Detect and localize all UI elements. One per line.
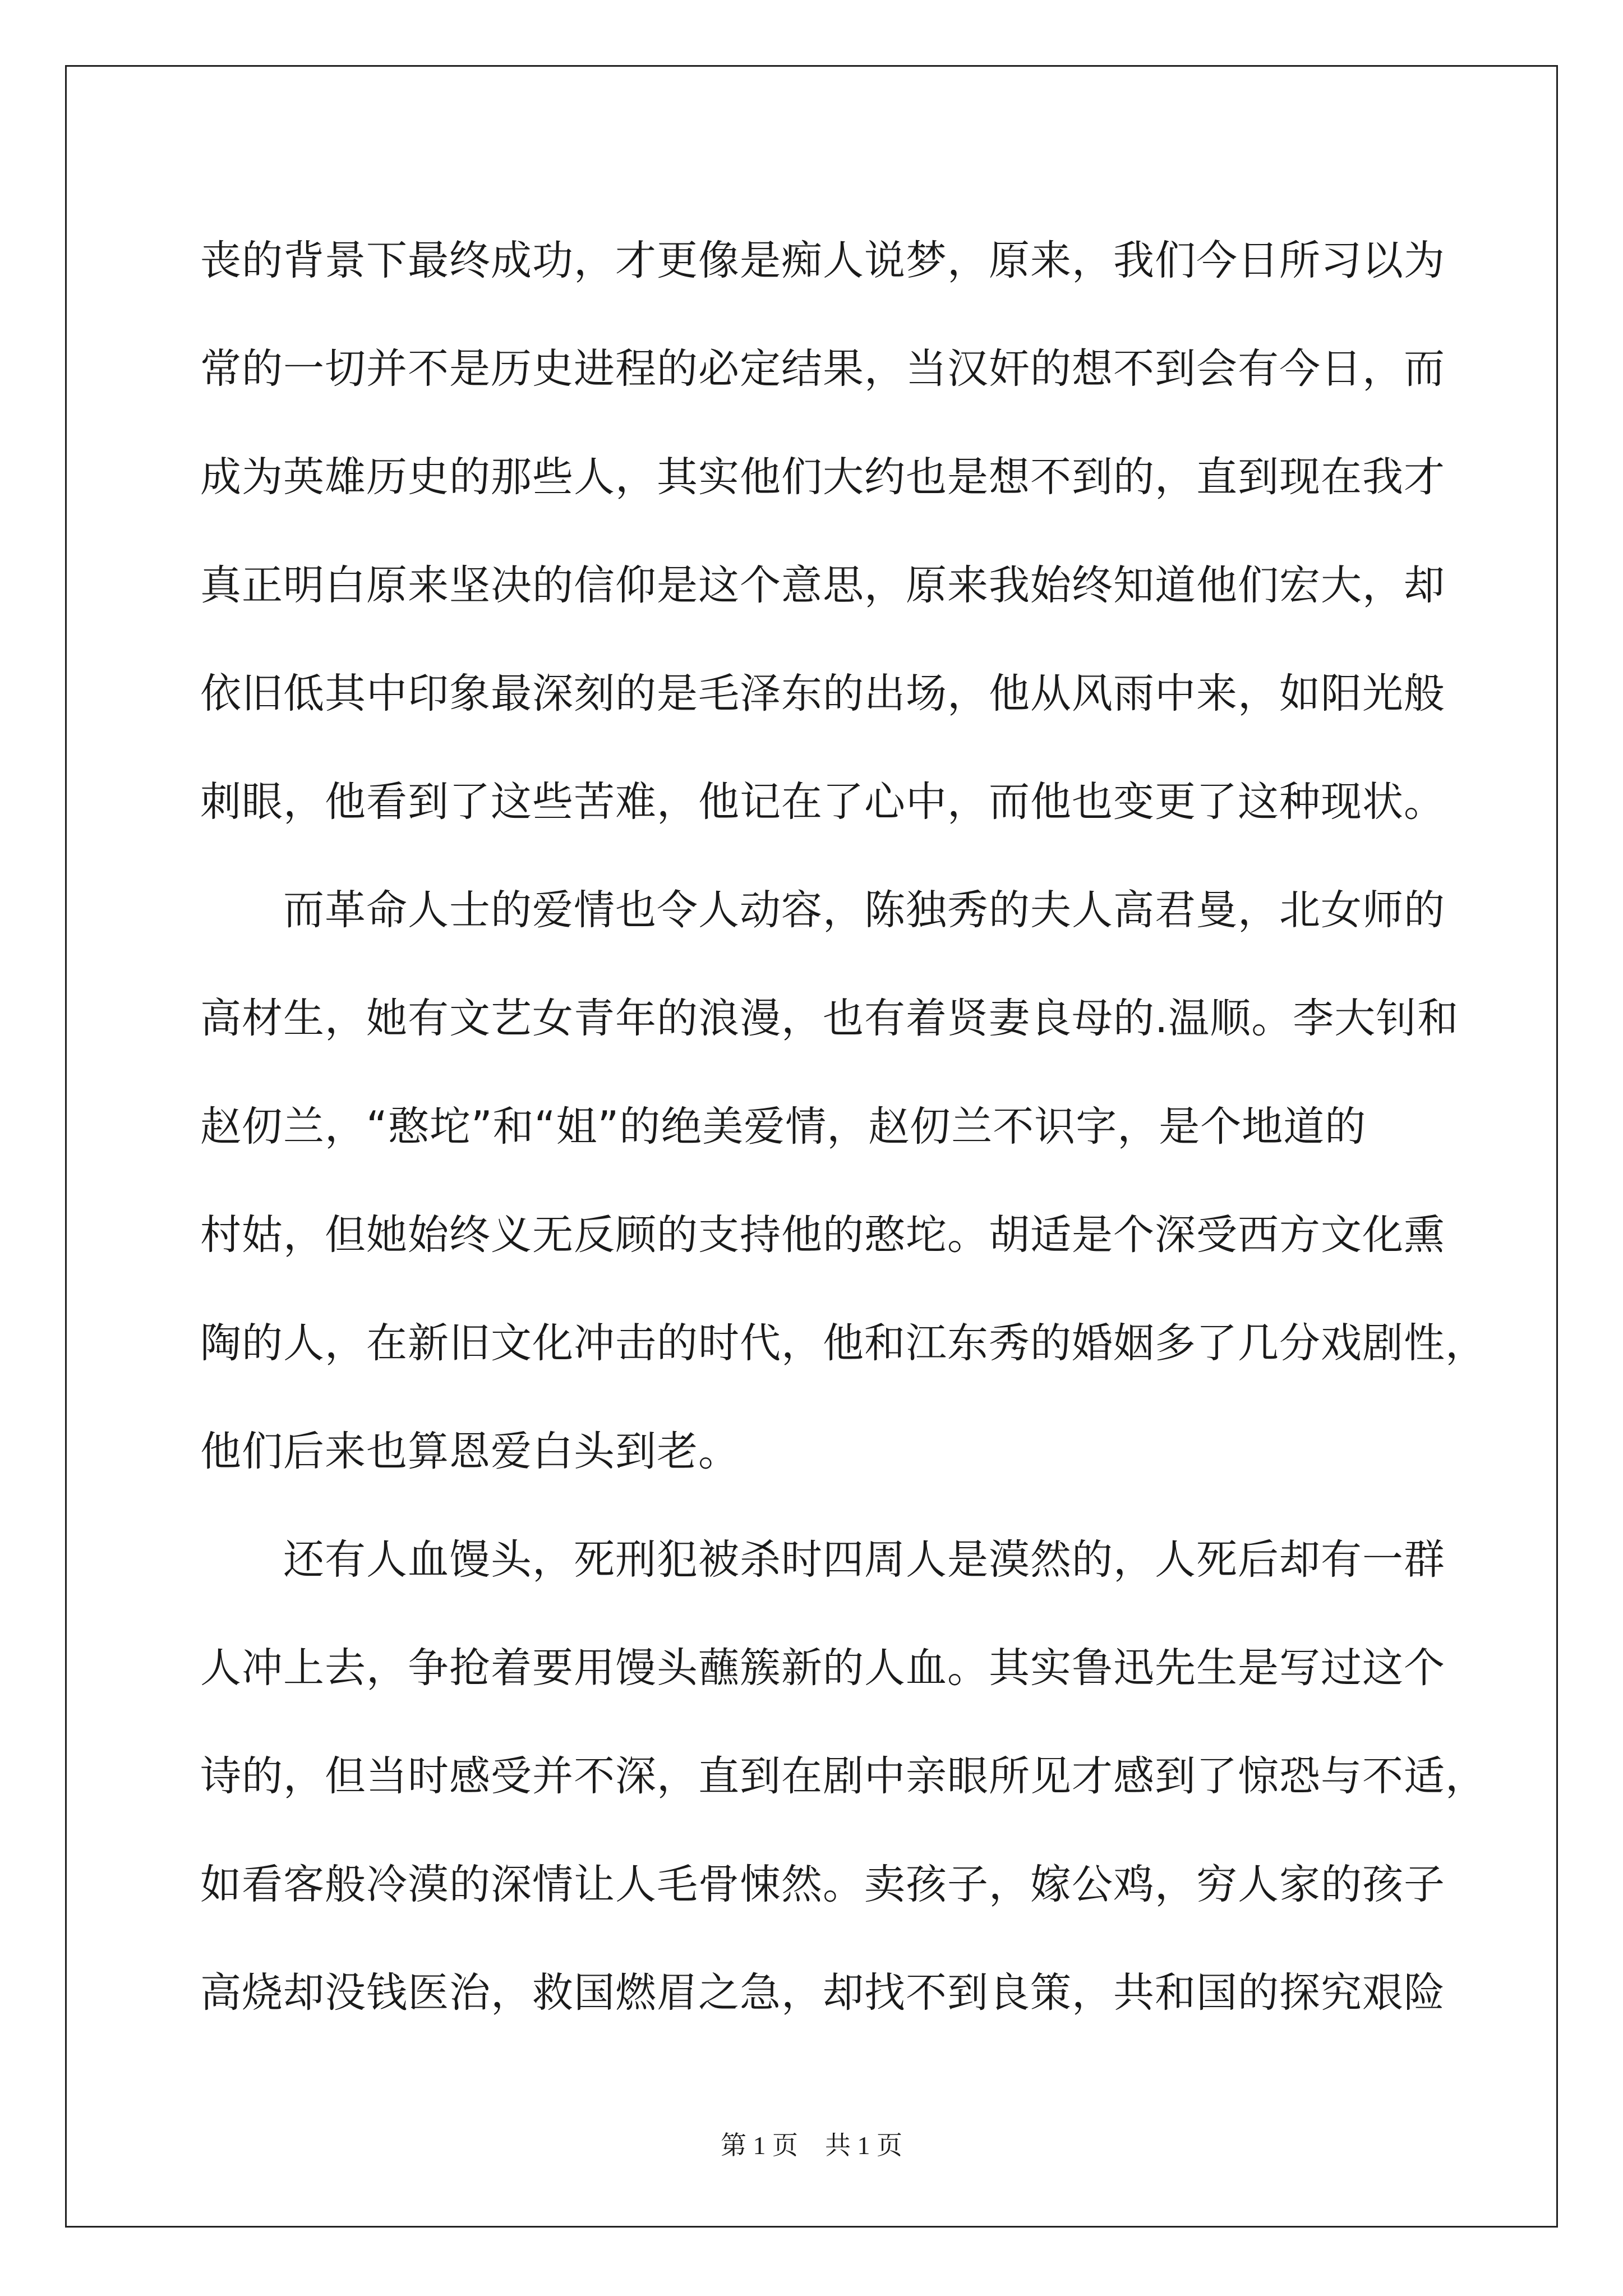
page-number: 第 1 页 [721,2131,798,2160]
text-line: 诗的，但当时感受并不深，直到在剧中亲眼所见才感到了惊恐与不适， [200,1752,1487,1800]
text-line: 成为英雄历史的那些人，其实他们大约也是想不到的，直到现在我才 [200,453,1445,501]
text-line: 人冲上去，争抢着要用馒头蘸簇新的人血。其实鲁迅先生是写过这个 [200,1644,1445,1692]
text-line: 真正明白原来坚决的信仰是这个意思，原来我始终知道他们宏大，却 [200,562,1445,609]
document-body [200,206,1487,2047]
text-line: 赵仞兰，“憨坨”和“姐”的绝美爱情，赵仞兰不识字，是个地道的 [200,1103,1367,1151]
text-line: 村姑，但她始终义无反顾的支持他的憨坨。胡适是个深受西方文化熏 [200,1211,1445,1259]
text-line: 他们后来也算恩爱白头到老。 [200,1428,740,1475]
paragraph-2 [200,856,1487,1506]
text-line: 高材生，她有文艺女青年的浪漫，也有着贤妻良母的.温顺。李大钊和 [200,995,1459,1042]
page-total: 共 1 页 [825,2131,902,2160]
paragraph-3 [200,1506,1487,2047]
text-line: 陶的人，在新旧文化冲击的时代，他和江东秀的婚姻多了几分戏剧性， [200,1319,1487,1367]
text-line: 而革命人士的爱情也令人动容，陈独秀的夫人高君曼，北女师的 [283,886,1445,934]
text-line: 如看客般冷漠的深情让人毛骨悚然。卖孩子，嫁公鸡，穷人家的孩子 [200,1861,1445,1908]
page-footer [0,2129,1623,2162]
paragraph-1 [200,206,1445,856]
text-line: 常的一切并不是历史进程的必定结果，当汉奸的想不到会有今日，而 [200,345,1445,393]
text-line: 高烧却没钱医治，救国燃眉之急，却找不到良策，共和国的探究艰险 [200,1969,1445,2017]
text-line: 依旧低其中印象最深刻的是毛泽东的出场，他从风雨中来，如阳光般 [200,670,1445,717]
text-line: 还有人血馒头，死刑犯被杀时四周人是漠然的，人死后却有一群 [283,1536,1445,1584]
text-line: 丧的背景下最终成功，才更像是痴人说梦，原来，我们今日所习以为 [200,237,1445,284]
text-line: 刺眼，他看到了这些苦难，他记在了心中，而他也变更了这种现状。 [200,778,1445,826]
